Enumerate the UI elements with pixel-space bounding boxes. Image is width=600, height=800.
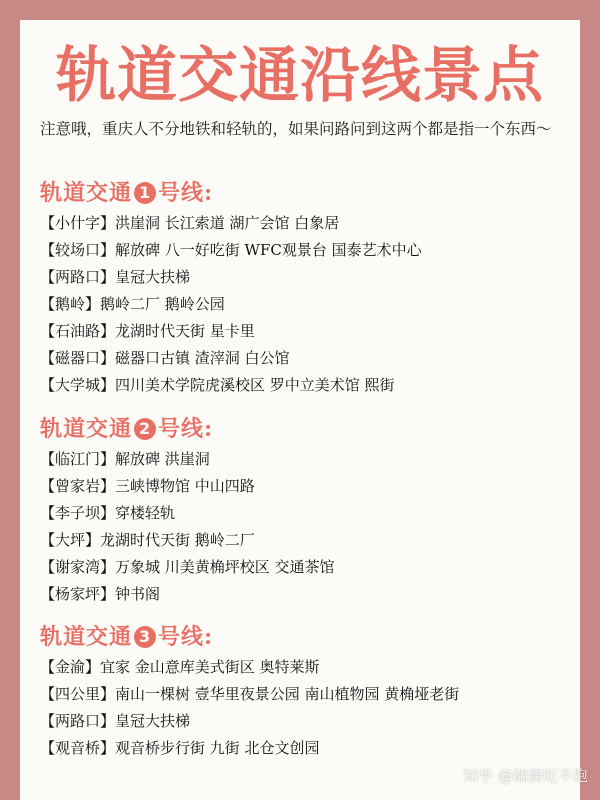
- line-1-heading: [40, 176, 560, 210]
- line-2-heading: [40, 412, 560, 446]
- station-item: 【鹅岭】鹅岭二厂 鹅岭公园: [40, 295, 225, 313]
- station-item: 【大学城】四川美术学院虎溪校区 罗中立美术馆 熙街: [40, 376, 395, 394]
- line-heading-suffix: 号线:: [158, 416, 214, 442]
- station-item: 【李子坝】穿楼轻轨: [40, 504, 176, 522]
- line-3-heading: [40, 620, 560, 654]
- content-card: [20, 20, 580, 800]
- line-2-section: [40, 412, 560, 608]
- station-item: 【小什字】洪崖洞 长江索道 湖广会馆 白象居: [40, 214, 340, 232]
- station-item: 【临江门】解放碑 洪崖洞: [40, 450, 210, 468]
- line-heading-suffix: 号线:: [158, 624, 214, 650]
- station-item: 【观音桥】观音桥步行街 九街 北仓文创园: [40, 739, 320, 757]
- note-text: 注意哦，重庆人不分地铁和轻轨的，如果问路问到这两个都是指一个东西～: [40, 120, 552, 138]
- line-heading-prefix: 轨道交通: [40, 416, 133, 442]
- station-item: 【两路口】皇冠大扶梯: [40, 712, 191, 730]
- page-title: 轨道交通沿线景点: [56, 41, 544, 111]
- station-item: 【曾家岩】三峡博物馆 中山四路: [40, 477, 255, 495]
- station-item: 【四公里】南山一棵树 壹华里夜景公园 南山植物园 黄桷垭老街: [40, 685, 460, 703]
- line-3-section: [40, 620, 560, 762]
- station-item: 【磁器口】磁器口古镇 渣滓洞 白公馆: [40, 349, 290, 367]
- station-item: 【杨家坪】钟书阁: [40, 585, 161, 603]
- zhihu-watermark: 知乎 @瑞酱吃不饱: [463, 767, 588, 785]
- station-item: 【大坪】龙湖时代天街 鹅岭二厂: [40, 531, 255, 549]
- line-number-badge: 3: [134, 626, 156, 648]
- station-item: 【较场口】解放碑 八一好吃街 WFC观景台 国泰艺术中心: [40, 241, 422, 259]
- line-number-badge: 1: [134, 182, 156, 204]
- line-heading-prefix: 轨道交通: [40, 624, 133, 650]
- station-item: 【石油路】龙湖时代天街 星卡里: [40, 322, 255, 340]
- line-heading-suffix: 号线:: [158, 180, 214, 206]
- station-item: 【两路口】皇冠大扶梯: [40, 268, 191, 286]
- station-item: 【金渝】宜家 金山意库美式街区 奥特莱斯: [40, 658, 320, 676]
- line-number-badge: 2: [134, 418, 156, 440]
- line-1-section: [40, 176, 560, 399]
- line-heading-prefix: 轨道交通: [40, 180, 133, 206]
- station-item: 【谢家湾】万象城 川美黄桷坪校区 交通茶馆: [40, 558, 335, 576]
